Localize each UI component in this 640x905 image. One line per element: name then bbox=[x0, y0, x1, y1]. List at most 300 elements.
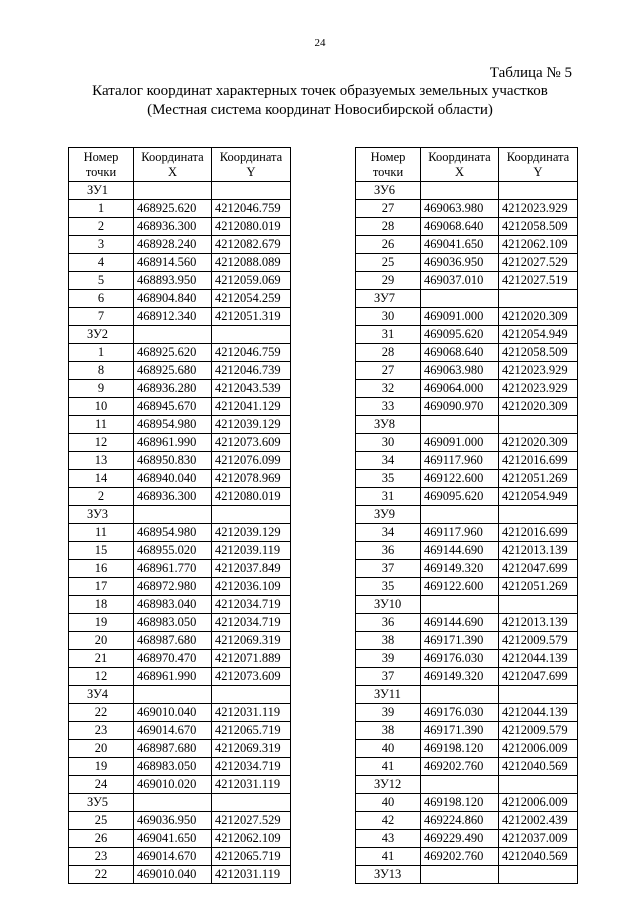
point-number: 22 bbox=[69, 704, 134, 722]
table-row bbox=[69, 668, 291, 686]
table-row bbox=[69, 830, 291, 848]
empty-y-cell bbox=[499, 290, 578, 308]
point-number: 5 bbox=[69, 272, 134, 290]
point-number: 16 bbox=[69, 560, 134, 578]
point-number: 1 bbox=[69, 200, 134, 218]
empty-y-cell bbox=[212, 794, 291, 812]
coord-y: 4212059.069 bbox=[212, 272, 291, 290]
group-row bbox=[356, 776, 578, 794]
coord-x: 469014.670 bbox=[134, 848, 212, 866]
empty-y-cell bbox=[212, 686, 291, 704]
coord-y: 4212006.009 bbox=[499, 794, 578, 812]
point-number: 15 bbox=[69, 542, 134, 560]
point-number: 17 bbox=[69, 578, 134, 596]
empty-y-cell bbox=[499, 506, 578, 524]
coord-x: 469010.020 bbox=[134, 776, 212, 794]
table-row bbox=[356, 524, 578, 542]
point-number: 2 bbox=[69, 488, 134, 506]
coord-y: 4212034.719 bbox=[212, 758, 291, 776]
point-number: 27 bbox=[356, 200, 421, 218]
coord-x: 469068.640 bbox=[421, 344, 499, 362]
coord-x: 468961.990 bbox=[134, 434, 212, 452]
point-number: 40 bbox=[356, 794, 421, 812]
table-row bbox=[69, 578, 291, 596]
catalog-title bbox=[0, 82, 640, 120]
point-number: 14 bbox=[69, 470, 134, 488]
point-number: 21 bbox=[69, 650, 134, 668]
table-row bbox=[69, 290, 291, 308]
empty-y-cell bbox=[212, 326, 291, 344]
coord-x: 468987.680 bbox=[134, 632, 212, 650]
table-row bbox=[356, 722, 578, 740]
coord-x: 469202.760 bbox=[421, 848, 499, 866]
point-number: 27 bbox=[356, 362, 421, 380]
empty-x-cell bbox=[421, 182, 499, 200]
empty-x-cell bbox=[134, 506, 212, 524]
point-number: 11 bbox=[69, 524, 134, 542]
point-number: 24 bbox=[69, 776, 134, 794]
group-label: ЗУ5 bbox=[69, 794, 134, 812]
table-row bbox=[356, 578, 578, 596]
table-row bbox=[356, 668, 578, 686]
coord-x: 469091.000 bbox=[421, 308, 499, 326]
empty-x-cell bbox=[134, 326, 212, 344]
group-label: ЗУ13 bbox=[356, 866, 421, 884]
coord-y: 4212006.009 bbox=[499, 740, 578, 758]
coord-x: 468983.050 bbox=[134, 758, 212, 776]
coord-x: 469198.120 bbox=[421, 740, 499, 758]
coord-x: 468961.990 bbox=[134, 668, 212, 686]
coord-x: 469041.650 bbox=[421, 236, 499, 254]
empty-x-cell bbox=[421, 776, 499, 794]
table-row bbox=[69, 596, 291, 614]
coord-x: 469010.040 bbox=[134, 866, 212, 884]
header-row bbox=[69, 148, 291, 182]
coord-y: 4212080.019 bbox=[212, 218, 291, 236]
coord-x: 469176.030 bbox=[421, 650, 499, 668]
table-row bbox=[69, 614, 291, 632]
point-number: 9 bbox=[69, 380, 134, 398]
point-number: 10 bbox=[69, 398, 134, 416]
coord-x: 469224.860 bbox=[421, 812, 499, 830]
empty-y-cell bbox=[212, 182, 291, 200]
coord-x: 468983.050 bbox=[134, 614, 212, 632]
table-row bbox=[356, 560, 578, 578]
table-row bbox=[356, 398, 578, 416]
empty-y-cell bbox=[499, 686, 578, 704]
table-row bbox=[69, 308, 291, 326]
group-row bbox=[69, 326, 291, 344]
coord-y: 4212009.579 bbox=[499, 722, 578, 740]
table-row bbox=[356, 740, 578, 758]
table-row bbox=[356, 830, 578, 848]
group-label: ЗУ3 bbox=[69, 506, 134, 524]
empty-y-cell bbox=[499, 596, 578, 614]
point-number: 40 bbox=[356, 740, 421, 758]
coord-y: 4212046.759 bbox=[212, 344, 291, 362]
point-number: 41 bbox=[356, 758, 421, 776]
coord-x: 469041.650 bbox=[134, 830, 212, 848]
table-row bbox=[69, 632, 291, 650]
group-row bbox=[356, 290, 578, 308]
point-number: 41 bbox=[356, 848, 421, 866]
coord-y: 4212027.519 bbox=[499, 272, 578, 290]
coord-x: 469117.960 bbox=[421, 452, 499, 470]
point-number: 42 bbox=[356, 812, 421, 830]
group-row bbox=[356, 506, 578, 524]
page-number: 24 bbox=[314, 37, 326, 49]
table-row bbox=[69, 362, 291, 380]
coord-y: 4212039.129 bbox=[212, 416, 291, 434]
table-row bbox=[69, 740, 291, 758]
table-row bbox=[69, 434, 291, 452]
table-row bbox=[356, 470, 578, 488]
table-row bbox=[69, 866, 291, 884]
table-row bbox=[356, 326, 578, 344]
table-row bbox=[69, 812, 291, 830]
coord-x: 469063.980 bbox=[421, 200, 499, 218]
coord-y: 4212062.109 bbox=[499, 236, 578, 254]
point-number: 11 bbox=[69, 416, 134, 434]
header-x: Координата X bbox=[134, 148, 212, 182]
coord-x: 469068.640 bbox=[421, 218, 499, 236]
coord-x: 468954.980 bbox=[134, 416, 212, 434]
coord-y: 4212013.139 bbox=[499, 542, 578, 560]
coord-x: 469149.320 bbox=[421, 560, 499, 578]
coord-x: 469149.320 bbox=[421, 668, 499, 686]
point-number: 12 bbox=[69, 668, 134, 686]
header-row bbox=[356, 148, 578, 182]
table-row bbox=[69, 758, 291, 776]
coord-y: 4212031.119 bbox=[212, 704, 291, 722]
coord-x: 469229.490 bbox=[421, 830, 499, 848]
group-label: ЗУ12 bbox=[356, 776, 421, 794]
coord-y: 4212047.699 bbox=[499, 560, 578, 578]
coord-y: 4212043.539 bbox=[212, 380, 291, 398]
point-number: 1 bbox=[69, 344, 134, 362]
point-number: 6 bbox=[69, 290, 134, 308]
table-row bbox=[69, 542, 291, 560]
coord-x: 469063.980 bbox=[421, 362, 499, 380]
coord-y: 4212078.969 bbox=[212, 470, 291, 488]
table-row bbox=[69, 398, 291, 416]
coord-y: 4212051.269 bbox=[499, 578, 578, 596]
coord-y: 4212023.929 bbox=[499, 362, 578, 380]
group-label: ЗУ2 bbox=[69, 326, 134, 344]
table-row bbox=[69, 254, 291, 272]
point-number: 35 bbox=[356, 578, 421, 596]
point-number: 3 bbox=[69, 236, 134, 254]
table-row bbox=[356, 452, 578, 470]
table-row bbox=[69, 218, 291, 236]
coord-y: 4212076.099 bbox=[212, 452, 291, 470]
coord-y: 4212062.109 bbox=[212, 830, 291, 848]
empty-x-cell bbox=[134, 794, 212, 812]
table-row bbox=[356, 236, 578, 254]
table-row bbox=[356, 794, 578, 812]
coord-x: 469036.950 bbox=[134, 812, 212, 830]
point-number: 36 bbox=[356, 542, 421, 560]
coord-x: 468893.950 bbox=[134, 272, 212, 290]
coord-x: 469176.030 bbox=[421, 704, 499, 722]
group-label: ЗУ4 bbox=[69, 686, 134, 704]
point-number: 37 bbox=[356, 668, 421, 686]
point-number: 39 bbox=[356, 704, 421, 722]
coord-x: 468928.240 bbox=[134, 236, 212, 254]
coord-x: 468936.300 bbox=[134, 488, 212, 506]
coord-y: 4212051.319 bbox=[212, 308, 291, 326]
table-number: Таблица № 5 bbox=[489, 65, 572, 81]
group-label: ЗУ1 bbox=[69, 182, 134, 200]
empty-x-cell bbox=[421, 416, 499, 434]
table-row bbox=[69, 344, 291, 362]
coord-x: 468950.830 bbox=[134, 452, 212, 470]
table-row bbox=[356, 650, 578, 668]
table-row bbox=[69, 272, 291, 290]
coord-y: 4212046.759 bbox=[212, 200, 291, 218]
coord-x: 468904.840 bbox=[134, 290, 212, 308]
coord-x: 468914.560 bbox=[134, 254, 212, 272]
coord-y: 4212023.929 bbox=[499, 380, 578, 398]
table-row bbox=[356, 254, 578, 272]
group-row bbox=[356, 416, 578, 434]
empty-y-cell bbox=[212, 506, 291, 524]
coord-y: 4212065.719 bbox=[212, 722, 291, 740]
group-row bbox=[356, 182, 578, 200]
coord-y: 4212041.129 bbox=[212, 398, 291, 416]
coord-y: 4212027.529 bbox=[212, 812, 291, 830]
table-row bbox=[69, 488, 291, 506]
coord-x: 468912.340 bbox=[134, 308, 212, 326]
coord-y: 4212088.089 bbox=[212, 254, 291, 272]
point-number: 18 bbox=[69, 596, 134, 614]
table-row bbox=[69, 470, 291, 488]
point-number: 37 bbox=[356, 560, 421, 578]
coords-table-left bbox=[68, 147, 291, 884]
coord-y: 4212044.139 bbox=[499, 650, 578, 668]
empty-y-cell bbox=[499, 416, 578, 434]
coord-y: 4212082.679 bbox=[212, 236, 291, 254]
coord-x: 469090.970 bbox=[421, 398, 499, 416]
coord-y: 4212054.949 bbox=[499, 326, 578, 344]
coord-y: 4212069.319 bbox=[212, 632, 291, 650]
group-row bbox=[356, 866, 578, 884]
group-label: ЗУ11 bbox=[356, 686, 421, 704]
coord-y: 4212054.949 bbox=[499, 488, 578, 506]
title-line-1: Каталог координат характерных точек образуемых земельных участков bbox=[92, 83, 548, 99]
point-number: 19 bbox=[69, 614, 134, 632]
table-row bbox=[356, 632, 578, 650]
coord-y: 4212039.129 bbox=[212, 524, 291, 542]
coord-y: 4212036.109 bbox=[212, 578, 291, 596]
coord-y: 4212027.529 bbox=[499, 254, 578, 272]
group-row bbox=[356, 596, 578, 614]
point-number: 35 bbox=[356, 470, 421, 488]
coord-x: 469198.120 bbox=[421, 794, 499, 812]
coord-y: 4212037.009 bbox=[499, 830, 578, 848]
coord-y: 4212051.269 bbox=[499, 470, 578, 488]
point-number: 31 bbox=[356, 326, 421, 344]
point-number: 32 bbox=[356, 380, 421, 398]
coord-y: 4212069.319 bbox=[212, 740, 291, 758]
coord-y: 4212044.139 bbox=[499, 704, 578, 722]
coord-x: 469202.760 bbox=[421, 758, 499, 776]
table-row bbox=[356, 362, 578, 380]
point-number: 23 bbox=[69, 722, 134, 740]
point-number: 25 bbox=[69, 812, 134, 830]
table-row bbox=[356, 434, 578, 452]
point-number: 8 bbox=[69, 362, 134, 380]
coord-y: 4212080.019 bbox=[212, 488, 291, 506]
coord-x: 468925.680 bbox=[134, 362, 212, 380]
table-row bbox=[69, 704, 291, 722]
point-number: 26 bbox=[356, 236, 421, 254]
point-number: 19 bbox=[69, 758, 134, 776]
header-y: Координата Y bbox=[499, 148, 578, 182]
table-row bbox=[356, 704, 578, 722]
table-row bbox=[356, 848, 578, 866]
empty-y-cell bbox=[499, 776, 578, 794]
header-x: Координата X bbox=[421, 148, 499, 182]
coord-y: 4212034.719 bbox=[212, 596, 291, 614]
point-number: 43 bbox=[356, 830, 421, 848]
coord-x: 469037.010 bbox=[421, 272, 499, 290]
empty-x-cell bbox=[421, 506, 499, 524]
table-row bbox=[69, 236, 291, 254]
coord-x: 468945.670 bbox=[134, 398, 212, 416]
coords-table-right bbox=[355, 147, 578, 884]
coord-y: 4212037.849 bbox=[212, 560, 291, 578]
table-row bbox=[356, 542, 578, 560]
coord-x: 468961.770 bbox=[134, 560, 212, 578]
coord-x: 468970.470 bbox=[134, 650, 212, 668]
coord-x: 469144.690 bbox=[421, 614, 499, 632]
coord-y: 4212020.309 bbox=[499, 434, 578, 452]
coord-y: 4212013.139 bbox=[499, 614, 578, 632]
coord-y: 4212016.699 bbox=[499, 524, 578, 542]
table-row bbox=[356, 218, 578, 236]
table-row bbox=[356, 200, 578, 218]
point-number: 23 bbox=[69, 848, 134, 866]
point-number: 28 bbox=[356, 218, 421, 236]
point-number: 12 bbox=[69, 434, 134, 452]
empty-y-cell bbox=[499, 866, 578, 884]
table-row bbox=[356, 380, 578, 398]
coord-x: 468972.980 bbox=[134, 578, 212, 596]
coord-x: 469010.040 bbox=[134, 704, 212, 722]
coord-y: 4212034.719 bbox=[212, 614, 291, 632]
coord-y: 4212040.569 bbox=[499, 758, 578, 776]
coord-x: 468936.280 bbox=[134, 380, 212, 398]
point-number: 7 bbox=[69, 308, 134, 326]
coord-y: 4212009.579 bbox=[499, 632, 578, 650]
header-point: Номер точки bbox=[69, 148, 134, 182]
coord-x: 469095.620 bbox=[421, 488, 499, 506]
empty-x-cell bbox=[421, 596, 499, 614]
point-number: 38 bbox=[356, 632, 421, 650]
coord-x: 468987.680 bbox=[134, 740, 212, 758]
coord-x: 469122.600 bbox=[421, 470, 499, 488]
point-number: 20 bbox=[69, 740, 134, 758]
group-label: ЗУ7 bbox=[356, 290, 421, 308]
point-number: 26 bbox=[69, 830, 134, 848]
point-number: 36 bbox=[356, 614, 421, 632]
table-row bbox=[69, 650, 291, 668]
group-row bbox=[69, 182, 291, 200]
table-row bbox=[356, 272, 578, 290]
coord-y: 4212031.119 bbox=[212, 776, 291, 794]
coord-y: 4212040.569 bbox=[499, 848, 578, 866]
group-row bbox=[69, 686, 291, 704]
table-row bbox=[356, 812, 578, 830]
coord-x: 469117.960 bbox=[421, 524, 499, 542]
coord-x: 469014.670 bbox=[134, 722, 212, 740]
point-number: 30 bbox=[356, 434, 421, 452]
table-row bbox=[356, 614, 578, 632]
coord-x: 469091.000 bbox=[421, 434, 499, 452]
coord-x: 468936.300 bbox=[134, 218, 212, 236]
empty-x-cell bbox=[421, 866, 499, 884]
table-row bbox=[69, 452, 291, 470]
coord-x: 468954.980 bbox=[134, 524, 212, 542]
empty-x-cell bbox=[134, 686, 212, 704]
point-number: 34 bbox=[356, 524, 421, 542]
point-number: 31 bbox=[356, 488, 421, 506]
point-number: 13 bbox=[69, 452, 134, 470]
empty-x-cell bbox=[134, 182, 212, 200]
coord-x: 469064.000 bbox=[421, 380, 499, 398]
coord-x: 468955.020 bbox=[134, 542, 212, 560]
point-number: 22 bbox=[69, 866, 134, 884]
coord-y: 4212031.119 bbox=[212, 866, 291, 884]
point-number: 34 bbox=[356, 452, 421, 470]
coord-x: 469036.950 bbox=[421, 254, 499, 272]
coord-x: 469122.600 bbox=[421, 578, 499, 596]
point-number: 39 bbox=[356, 650, 421, 668]
coord-y: 4212058.509 bbox=[499, 218, 578, 236]
coord-y: 4212073.609 bbox=[212, 668, 291, 686]
point-number: 33 bbox=[356, 398, 421, 416]
coord-x: 468983.040 bbox=[134, 596, 212, 614]
coord-x: 468940.040 bbox=[134, 470, 212, 488]
coord-x: 469171.390 bbox=[421, 722, 499, 740]
table-row bbox=[69, 776, 291, 794]
coord-x: 469144.690 bbox=[421, 542, 499, 560]
coord-x: 468925.620 bbox=[134, 200, 212, 218]
table-row bbox=[356, 488, 578, 506]
point-number: 2 bbox=[69, 218, 134, 236]
coord-y: 4212065.719 bbox=[212, 848, 291, 866]
point-number: 25 bbox=[356, 254, 421, 272]
table-row bbox=[69, 416, 291, 434]
point-number: 20 bbox=[69, 632, 134, 650]
point-number: 38 bbox=[356, 722, 421, 740]
group-label: ЗУ8 bbox=[356, 416, 421, 434]
coord-y: 4212023.929 bbox=[499, 200, 578, 218]
coord-x: 469171.390 bbox=[421, 632, 499, 650]
coord-y: 4212046.739 bbox=[212, 362, 291, 380]
point-number: 28 bbox=[356, 344, 421, 362]
coord-x: 469095.620 bbox=[421, 326, 499, 344]
table-row bbox=[69, 848, 291, 866]
coord-y: 4212071.889 bbox=[212, 650, 291, 668]
group-row bbox=[69, 506, 291, 524]
empty-x-cell bbox=[421, 686, 499, 704]
group-row bbox=[69, 794, 291, 812]
header-point: Номер точки bbox=[356, 148, 421, 182]
empty-y-cell bbox=[499, 182, 578, 200]
coord-y: 4212020.309 bbox=[499, 308, 578, 326]
